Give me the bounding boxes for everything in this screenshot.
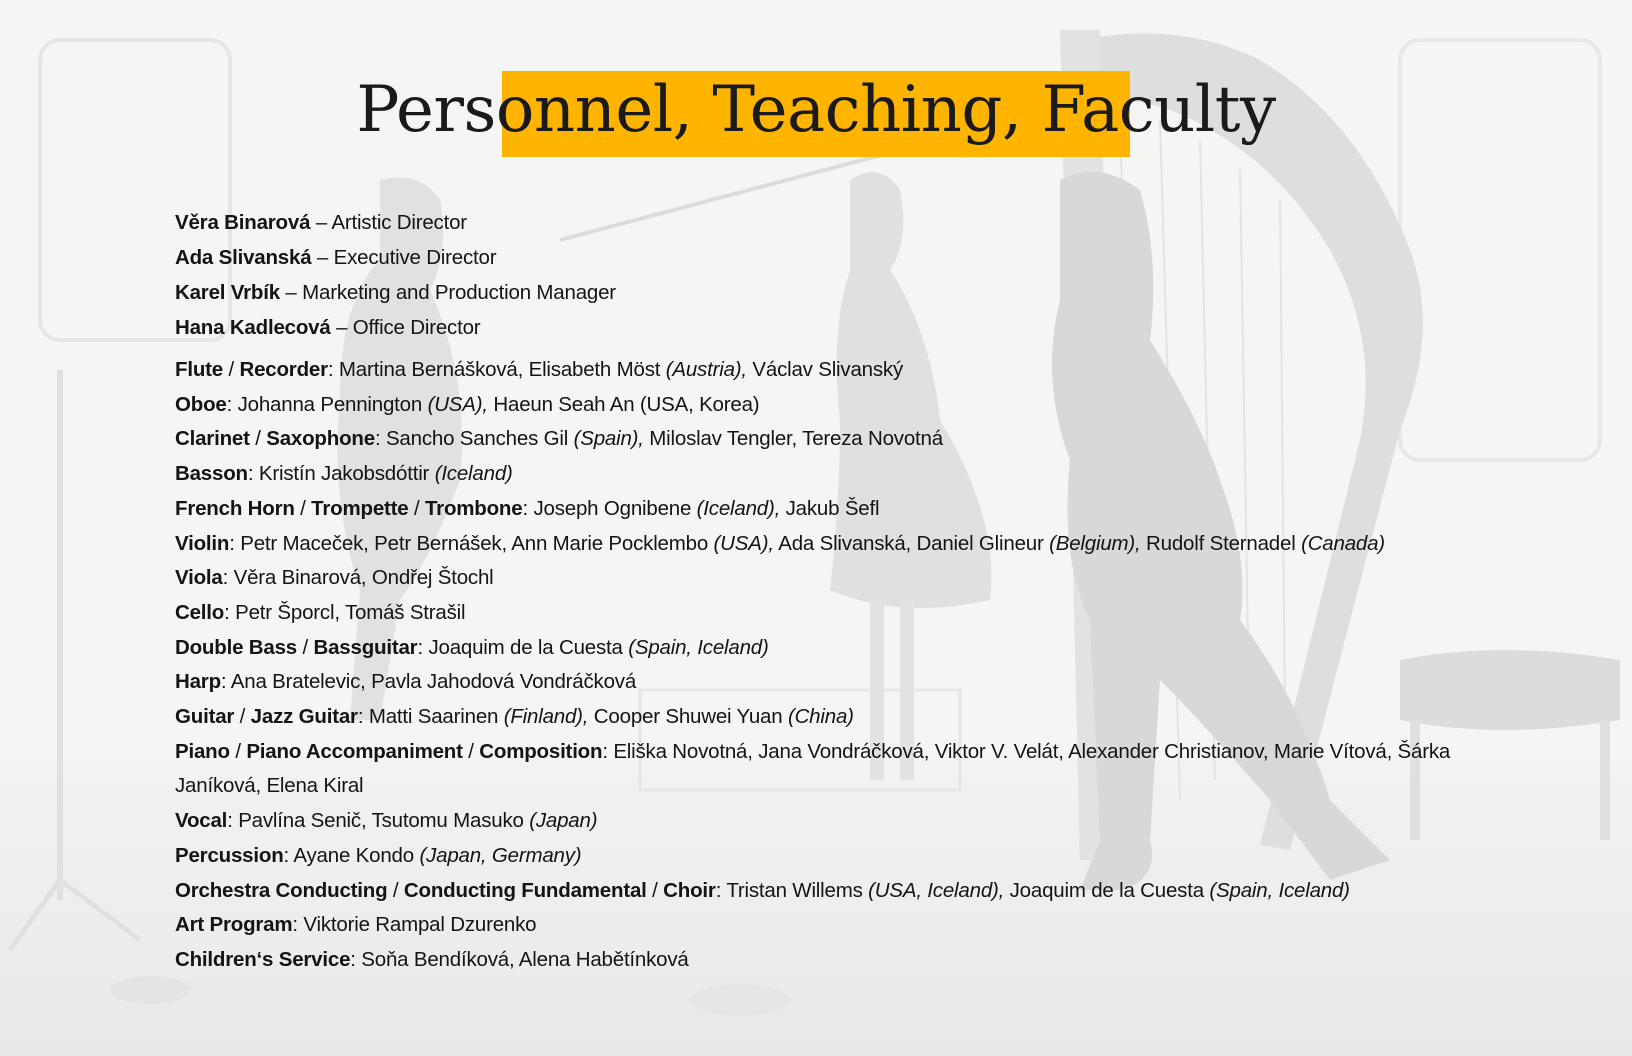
colon: :: [247, 462, 259, 486]
label-separator: /: [294, 496, 312, 520]
instrument-label: Oboe: [175, 392, 227, 416]
member-names: Kristín Jakobsdóttir: [258, 462, 435, 486]
colon: :: [292, 913, 304, 937]
faculty-line: [175, 492, 1505, 527]
member-names: Joseph Ognibene: [533, 496, 697, 520]
member-names: Joaquim de la Cuesta: [1004, 878, 1210, 902]
instrument-label: Choir: [663, 878, 716, 902]
label-separator: /: [408, 496, 425, 520]
member-names: Joaquim de la Cuesta: [428, 635, 629, 659]
country-note: (China): [787, 705, 854, 729]
faculty-line: [175, 908, 1505, 943]
member-names: Martina Bernášková, Elisabeth Möst: [338, 358, 666, 381]
instrument-label: Double Bass: [175, 635, 297, 659]
instrument-label: Trombone: [424, 496, 523, 520]
member-names: Věra Binarová, Ondřej Štochl: [233, 566, 494, 590]
faculty-line: [175, 804, 1505, 839]
instrument-label: Cello: [175, 600, 225, 624]
personnel-list: [175, 205, 1505, 978]
label-separator: /: [229, 739, 247, 763]
colon: :: [350, 947, 362, 971]
colon: :: [417, 635, 429, 659]
staff-role: Marketing and Production Manager: [302, 281, 616, 304]
faculty-line: [175, 596, 1505, 631]
faculty-line: [175, 874, 1505, 909]
instrument-label: Clarinet: [175, 427, 250, 451]
colon: :: [222, 566, 234, 590]
faculty-line: [175, 631, 1505, 666]
staff-line: [175, 240, 1505, 275]
faculty-line: [175, 665, 1505, 700]
faculty-line: [175, 422, 1505, 457]
member-names: Tristan Willems: [726, 878, 869, 902]
staff-line: [175, 310, 1505, 345]
country-note: (Japan, Germany): [419, 843, 582, 867]
instrument-label: Bassguitar: [313, 635, 418, 659]
instrument-label: Percussion: [175, 843, 284, 867]
colon: :: [229, 531, 241, 555]
instrument-label: Trompette: [311, 496, 409, 520]
instrument-label: Jazz Guitar: [250, 705, 358, 729]
section-gap: [175, 345, 1505, 353]
instrument-label: French Horn: [175, 496, 295, 520]
label-separator: /: [222, 358, 240, 381]
label-separator: /: [296, 635, 314, 659]
country-note: (Belgium),: [1049, 531, 1141, 555]
member-names: Ayane Kondo: [293, 843, 420, 867]
instrument-label: Orchestra Conducting: [175, 878, 388, 902]
member-names: Miloslav Tengler, Tereza Novotná: [643, 427, 943, 451]
faculty-line: [175, 943, 1505, 978]
country-note: (Canada): [1301, 531, 1385, 555]
colon: :: [226, 392, 238, 416]
faculty-line: [175, 839, 1505, 874]
faculty-line: [175, 388, 1505, 423]
label-separator: /: [234, 705, 251, 729]
member-names: Cooper Shuwei Yuan: [588, 705, 788, 729]
instrument-label: Composition: [479, 739, 603, 763]
member-names: Johanna Pennington: [237, 392, 428, 416]
faculty-line: [175, 353, 1505, 388]
country-note: (Iceland): [434, 462, 513, 486]
country-note: (Iceland),: [696, 496, 781, 520]
colon: :: [220, 670, 231, 694]
member-names: Petr Maceček, Petr Bernášek, Ann Marie Pocklembo: [240, 531, 714, 555]
staff-line: [175, 205, 1505, 240]
label-separator: /: [646, 878, 664, 902]
country-note: (Japan): [529, 809, 598, 833]
colon: :: [602, 739, 614, 763]
separator: –: [311, 246, 334, 269]
member-names: Rudolf Sternadel: [1140, 531, 1302, 555]
instrument-label: Children‘s Service: [175, 947, 351, 971]
instrument-label: Art Program: [175, 913, 293, 937]
country-note: (Spain),: [573, 427, 644, 451]
member-names: Ada Slivanská, Daniel Glineur: [773, 531, 1050, 555]
country-note: (Spain, Iceland): [1209, 878, 1350, 902]
page-title: Personnel, Teaching, Faculty: [356, 73, 1276, 147]
faculty-list: [175, 353, 1505, 978]
instrument-label: Recorder: [239, 358, 328, 381]
staff-role: Executive Director: [333, 246, 497, 269]
instrument-label: Violin: [175, 531, 230, 555]
country-note: (USA),: [427, 392, 488, 416]
separator: –: [330, 316, 353, 339]
instrument-label: Saxophone: [266, 427, 375, 451]
faculty-line: [175, 457, 1505, 492]
colon: :: [522, 496, 534, 520]
instrument-label: Flute: [175, 358, 223, 381]
member-names: Petr Šporcl, Tomáš Strašil: [235, 600, 466, 624]
colon: :: [374, 427, 386, 451]
instrument-label: Viola: [175, 566, 223, 590]
member-names: Pavlína Senič, Tsutomu Masuko: [238, 809, 530, 833]
faculty-line: [175, 735, 1505, 804]
instrument-label: Conducting Fundamental: [403, 878, 647, 902]
separator: –: [279, 281, 303, 304]
member-names: Viktorie Rampal Dzurenko: [303, 913, 537, 937]
staff-name: Karel Vrbík: [175, 281, 280, 304]
country-note: (Austria),: [665, 358, 747, 381]
label-separator: /: [387, 878, 404, 902]
staff-role: Office Director: [352, 316, 481, 339]
staff-list: [175, 205, 1505, 345]
instrument-label: Piano Accompaniment: [246, 739, 463, 763]
instrument-label: Guitar: [175, 705, 235, 729]
faculty-line: [175, 561, 1505, 596]
instrument-label: Basson: [175, 462, 248, 486]
label-separator: /: [249, 427, 267, 451]
colon: :: [357, 705, 369, 729]
staff-name: Hana Kadlecová: [175, 316, 331, 339]
colon: :: [327, 358, 339, 381]
country-note: (USA),: [713, 531, 774, 555]
faculty-line: [175, 527, 1505, 562]
instrument-label: Piano: [175, 739, 230, 763]
member-names: Eliška Novotná, Jana Vondráčková, Viktor V. Velát, Alexander Christianov, Marie Vítová, Šárka Janíková, Elena Kiral: [175, 739, 1451, 798]
member-names: Soňa Bendíková, Alena Habětínková: [361, 947, 689, 971]
colon: :: [224, 600, 236, 624]
country-note: (Spain, Iceland): [628, 635, 769, 659]
label-separator: /: [462, 739, 480, 763]
separator: –: [310, 211, 332, 234]
member-names: Matti Saarinen: [368, 705, 504, 729]
colon: :: [283, 843, 294, 867]
faculty-line: [175, 700, 1505, 735]
member-names: Václav Slivanský: [746, 358, 904, 381]
staff-line: [175, 275, 1505, 310]
colon: :: [227, 809, 239, 833]
member-names: Ana Bratelevic, Pavla Jahodová Vondráčková: [230, 670, 637, 694]
country-note: (Finland),: [503, 705, 589, 729]
member-names: Jakub Šefl: [780, 496, 880, 520]
instrument-label: Harp: [175, 670, 221, 694]
country-note: (USA, Iceland),: [868, 878, 1005, 902]
staff-name: Ada Slivanská: [175, 246, 312, 269]
colon: :: [715, 878, 727, 902]
staff-role: Artistic Director: [331, 211, 467, 234]
member-names: Sancho Sanches Gil: [385, 427, 574, 451]
staff-name: Věra Binarová: [175, 211, 311, 234]
instrument-label: Vocal: [175, 809, 228, 833]
member-names: Haeun Seah An (USA, Korea): [487, 392, 760, 416]
